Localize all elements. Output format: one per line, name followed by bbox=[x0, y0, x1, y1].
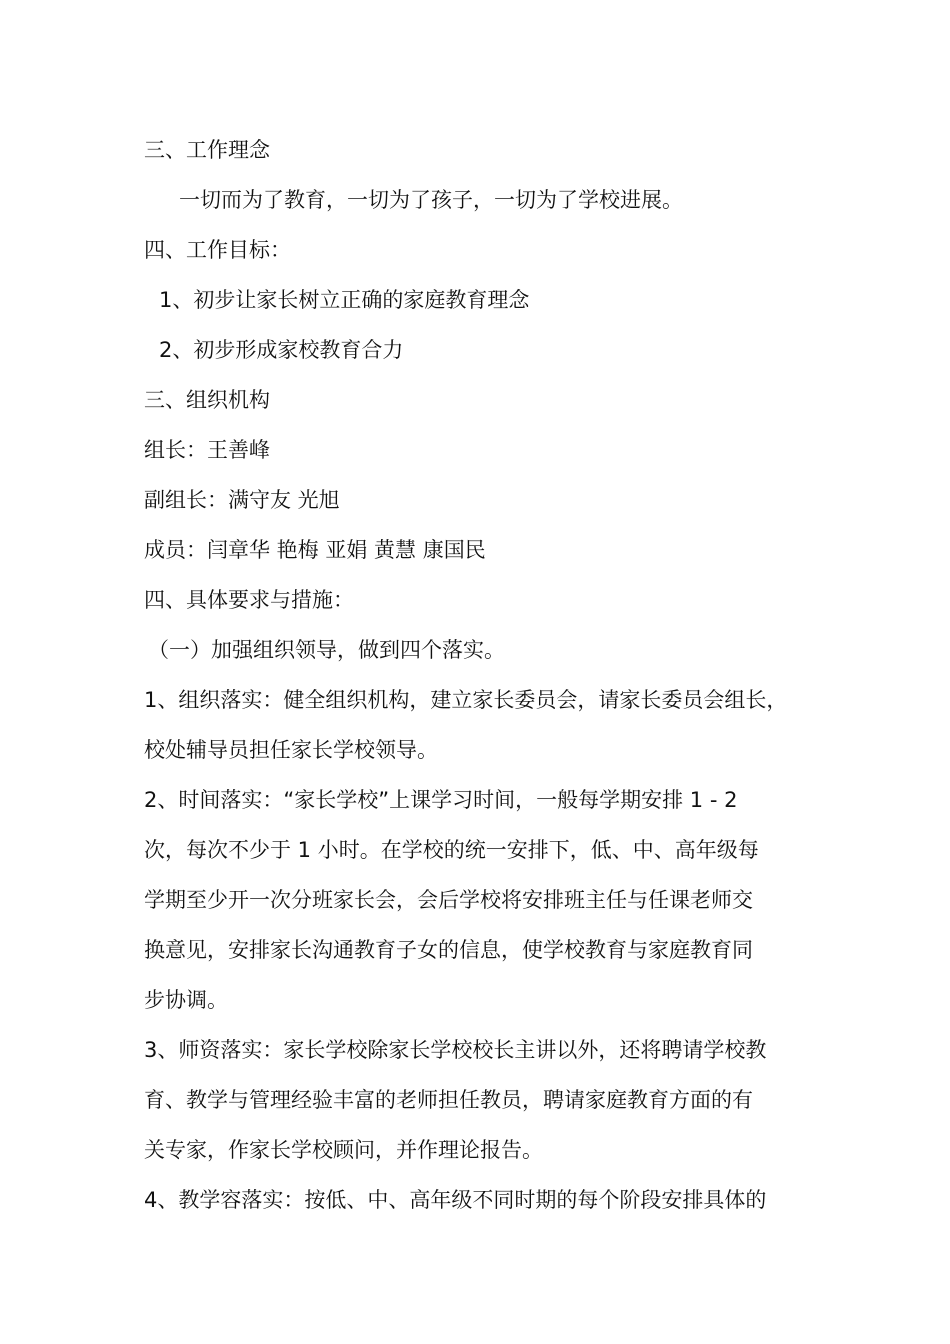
paragraph-line: 校处辅导员担任家长学校领导。 bbox=[144, 738, 438, 762]
section-heading-requirements: 四、具体要求与措施： bbox=[144, 588, 354, 612]
paragraph-line: 3、师资落实：家长学校除家长学校校长主讲以外，还将聘请学校教 bbox=[144, 1038, 767, 1062]
section-heading-organization: 三、组织机构 bbox=[144, 388, 270, 412]
paragraph-line: 换意见，安排家长沟通教育子女的信息，使学校教育与家庭教育同 bbox=[144, 938, 753, 962]
paragraph-line: 1、组织落实：健全组织机构，建立家长委员会，请家长委员会组长， bbox=[144, 688, 788, 712]
leader-line: 组长：王善峰 bbox=[144, 438, 270, 462]
subsection-heading-1: （一）加强组织领导，做到四个落实。 bbox=[148, 638, 505, 662]
philosophy-text: 一切而为了教育，一切为了孩子，一切为了学校进展。 bbox=[179, 188, 683, 212]
paragraph-line: 步协调。 bbox=[144, 988, 228, 1012]
paragraph-line: 4、教学容落实：按低、中、高年级不同时期的每个阶段安排具体的 bbox=[144, 1188, 767, 1212]
paragraph-line: 育、教学与管理经验丰富的老师担任教员，聘请家庭教育方面的有 bbox=[144, 1088, 753, 1112]
paragraph-line: 关专家，作家长学校顾问，并作理论报告。 bbox=[144, 1138, 543, 1162]
section-heading-goals: 四、工作目标： bbox=[144, 238, 291, 262]
members-line: 成员：闫章华 艳梅 亚娟 黄慧 康国民 bbox=[144, 538, 486, 562]
goal-item-2: 2、初步形成家校教育合力 bbox=[159, 338, 404, 362]
goal-item-1: 1、初步让家长树立正确的家庭教育理念 bbox=[159, 288, 530, 312]
paragraph-line: 2、时间落实：“家长学校”上课学习时间，一般每学期安排 1 - 2 bbox=[144, 788, 738, 812]
deputy-leader-line: 副组长：满守友 光旭 bbox=[144, 488, 340, 512]
paragraph-line: 次，每次不少于 1 小时。在学校的统一安排下，低、中、高年级每 bbox=[144, 838, 759, 862]
document-body bbox=[144, 125, 834, 1225]
paragraph-line: 学期至少开一次分班家长会，会后学校将安排班主任与任课老师交 bbox=[144, 888, 753, 912]
section-heading-philosophy: 三、工作理念 bbox=[144, 138, 270, 162]
